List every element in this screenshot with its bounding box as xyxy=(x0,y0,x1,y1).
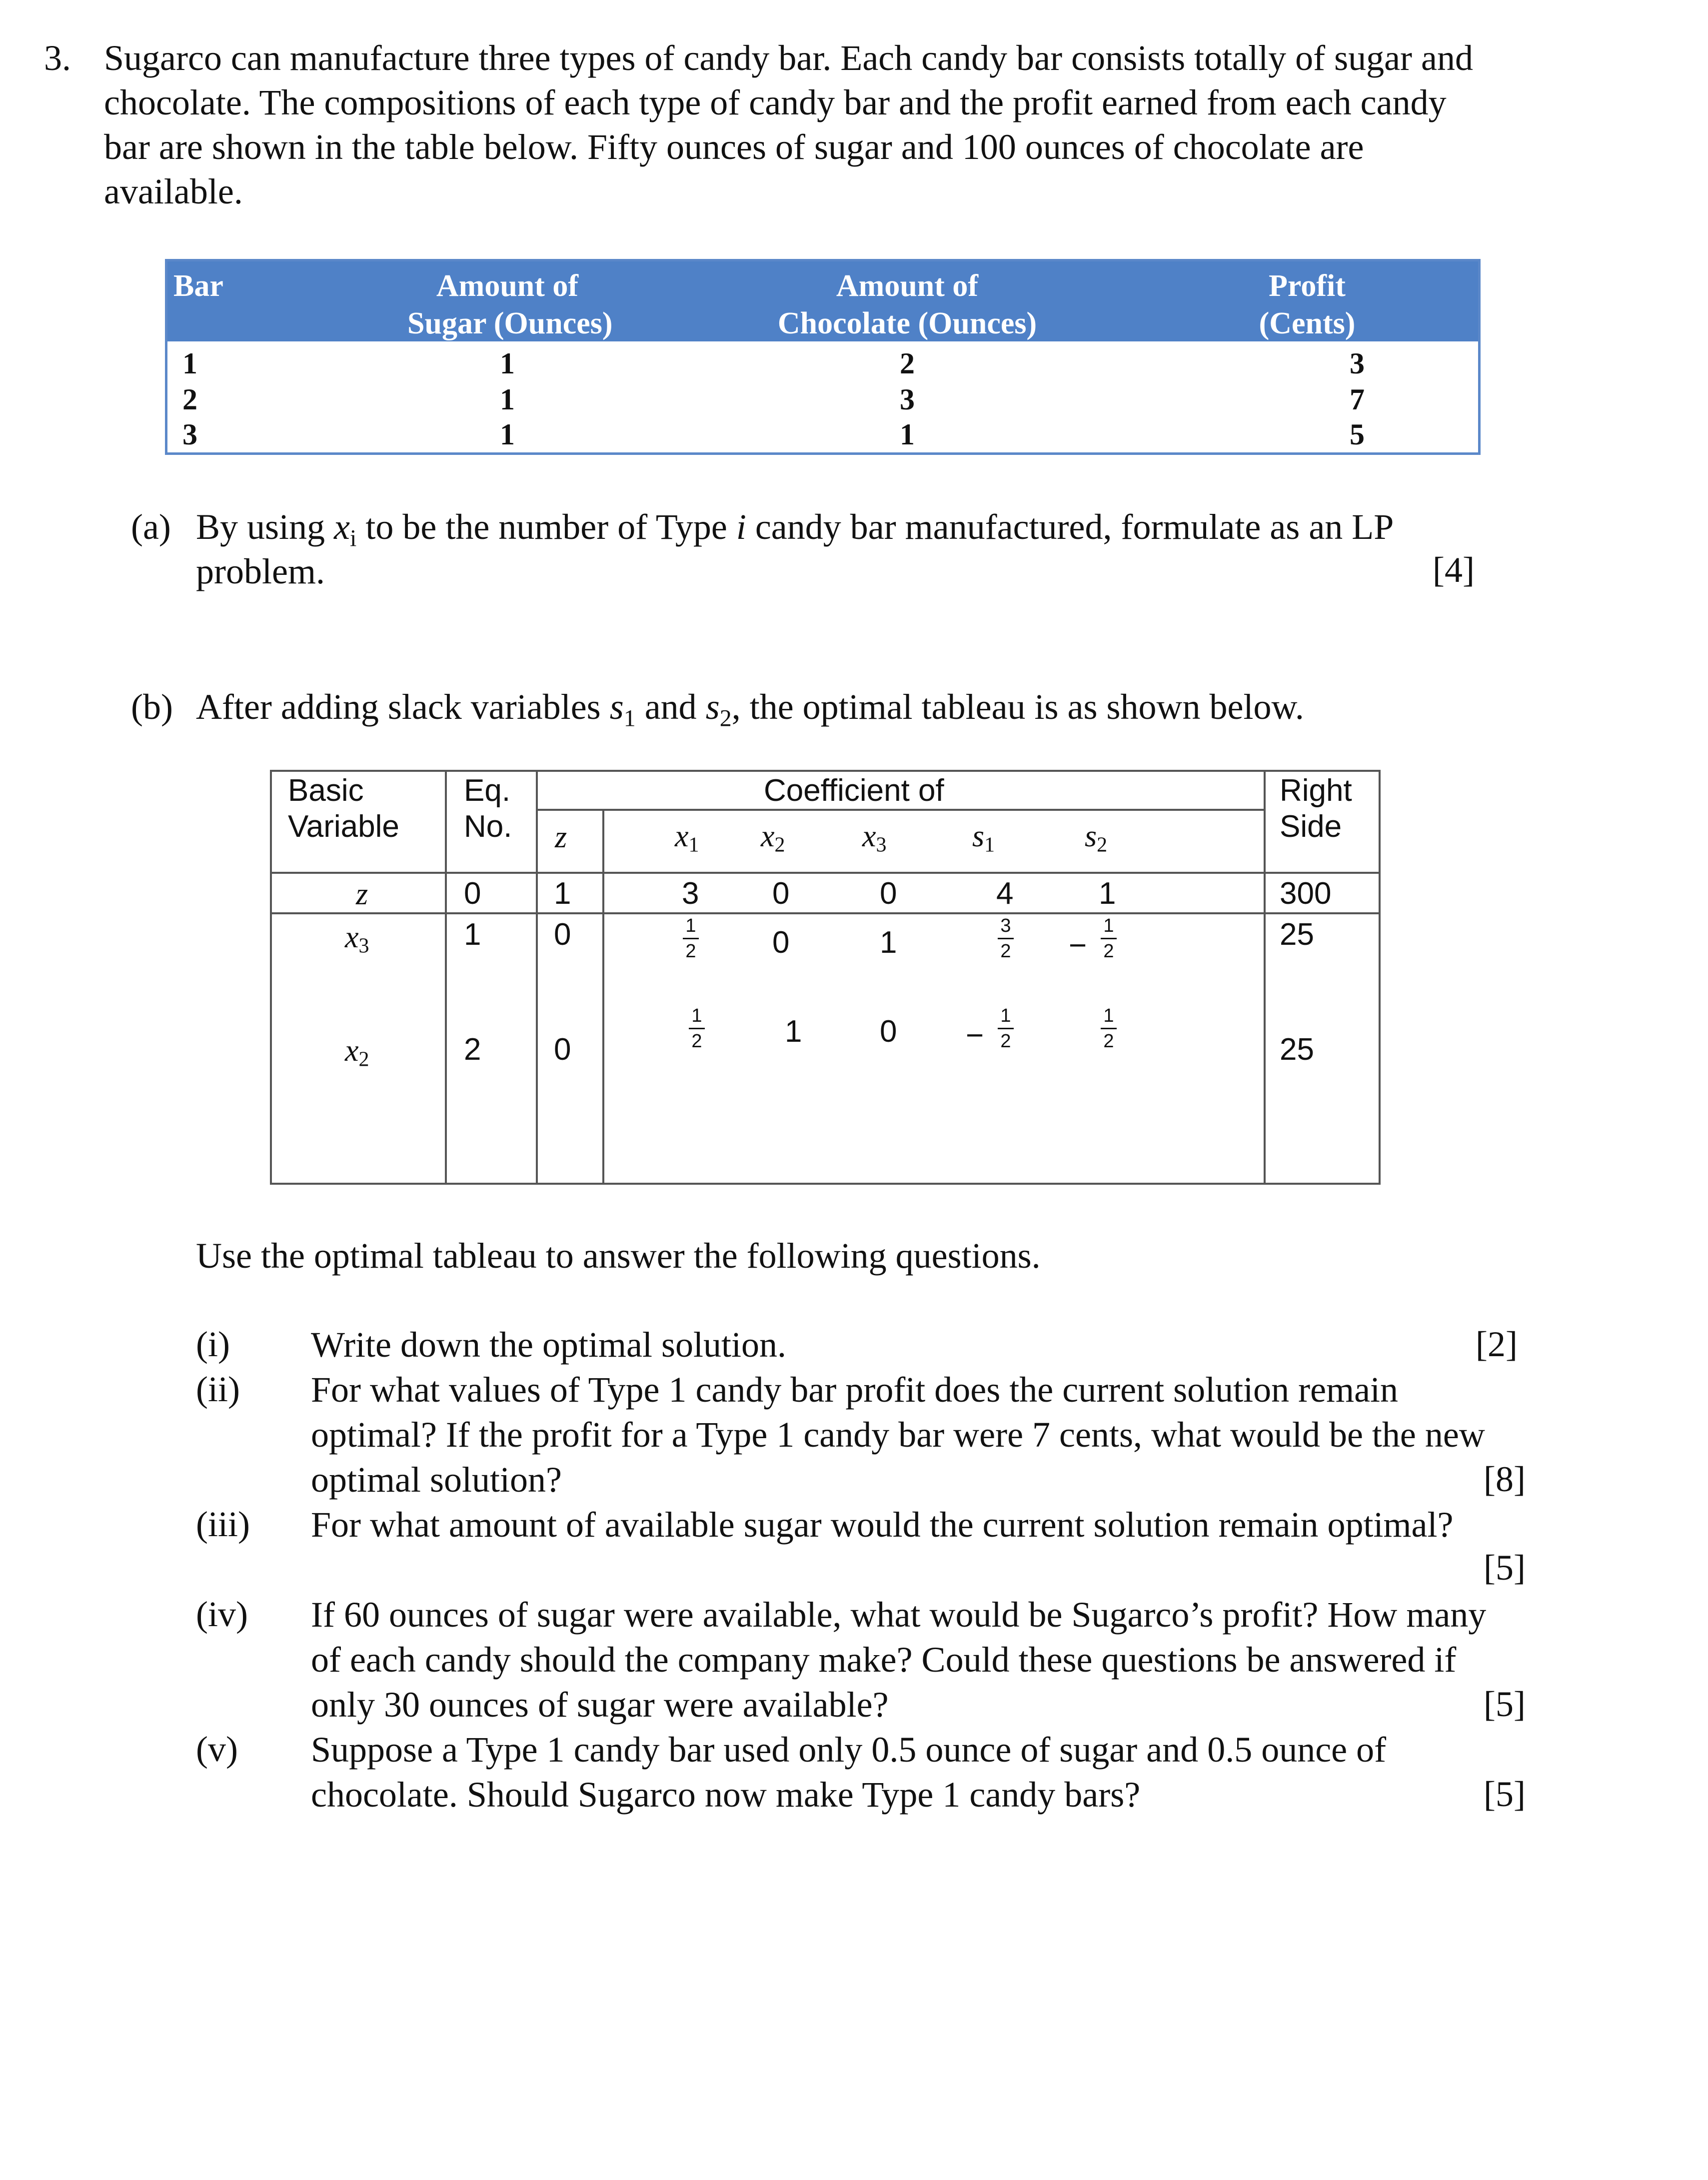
subquestion-line: optimal solution? xyxy=(311,1460,562,1500)
cell-s1-fraction xyxy=(966,1005,1021,1053)
header-eq-line1: Eq. xyxy=(464,773,511,808)
header-right-line1: Right xyxy=(1280,773,1352,808)
header-sugar-line2: Sugar (Ounces) xyxy=(407,306,613,340)
cell-profit: 7 xyxy=(1350,383,1365,416)
tableau-divider xyxy=(602,809,604,1185)
cell-z: 1 xyxy=(554,876,571,911)
header-right-line2: Side xyxy=(1280,809,1342,844)
var-subscript: 1 xyxy=(688,833,699,857)
tableau-divider xyxy=(270,912,1381,914)
var-subscript: 2 xyxy=(774,833,785,857)
part-a-line2: problem. xyxy=(196,551,325,591)
subquestion-number: (ii) xyxy=(196,1369,240,1409)
part-a-label: (a) xyxy=(131,507,171,547)
intro-line: chocolate. The compositions of each type of candy bar and the profit earned from each candy xyxy=(104,82,1447,122)
cell-eq: 2 xyxy=(464,1032,481,1067)
cell-s1: 4 xyxy=(996,876,1014,911)
cell-bar: 3 xyxy=(182,418,197,451)
cell-s1-fraction xyxy=(991,916,1021,961)
intro-line: available. xyxy=(104,171,243,211)
subquestion-marks: [8] xyxy=(1484,1459,1526,1499)
cell-eq: 1 xyxy=(464,917,481,952)
type-variable: i xyxy=(736,507,746,547)
cell-chocolate: 3 xyxy=(900,383,915,416)
header-basic-line2: Variable xyxy=(288,809,399,844)
variable-s2 xyxy=(705,687,732,732)
part-b-label: (b) xyxy=(131,687,173,727)
var-letter: s xyxy=(1085,819,1097,853)
var-letter: x xyxy=(334,507,350,547)
composition-table xyxy=(165,259,1481,455)
col-header-s1 xyxy=(972,819,995,857)
subquestion-marks: [5] xyxy=(1484,1548,1526,1588)
simplex-tableau xyxy=(270,770,1381,1185)
subquestion-line: Suppose a Type 1 candy bar used only 0.5 ounce of sugar and 0.5 ounce of xyxy=(311,1730,1387,1770)
subquestion-marks: [5] xyxy=(1484,1684,1526,1724)
fraction-bar xyxy=(683,938,699,939)
fraction-bar xyxy=(998,1028,1014,1029)
var-letter: s xyxy=(972,819,985,853)
cell-bar: 1 xyxy=(182,347,197,380)
fraction-denominator: 2 xyxy=(685,941,696,962)
cell-x3: 0 xyxy=(880,1014,897,1049)
header-eq-line2: No. xyxy=(464,809,512,844)
subquestion-line: For what amount of available sugar would the current solution remain optimal? xyxy=(311,1505,1454,1545)
fraction-sign: − xyxy=(966,1018,984,1053)
tableau-border-bottom xyxy=(270,1183,1381,1185)
header-chocolate-line2: Chocolate (Ounces) xyxy=(777,306,1037,340)
subquestion-line: optimal? If the profit for a Type 1 candy bar were 7 cents, what would be the new xyxy=(311,1415,1485,1455)
var-subscript: 2 xyxy=(719,705,732,732)
variable-s1 xyxy=(609,687,636,732)
var-subscript: 3 xyxy=(876,833,887,857)
variable-x-i xyxy=(334,507,357,552)
cell-z: 0 xyxy=(554,917,571,952)
cell-z: 0 xyxy=(554,1032,571,1067)
header-bar: Bar xyxy=(173,269,223,303)
fraction-bar xyxy=(1101,938,1117,939)
part-b-text xyxy=(196,685,1304,740)
cell-s2-fraction xyxy=(1069,915,1124,963)
cell-basic xyxy=(345,1033,369,1072)
cell-profit: 3 xyxy=(1350,347,1365,380)
part-a-text: By using xyxy=(196,507,334,547)
col-header-x1 xyxy=(675,819,699,857)
cell-basic xyxy=(345,920,369,958)
cell-s2-fraction xyxy=(1094,1006,1124,1051)
tableau-divider xyxy=(536,809,1265,811)
tableau-border-left xyxy=(270,770,272,1185)
cell-rhs: 300 xyxy=(1280,876,1332,911)
cell-s2: 1 xyxy=(1099,876,1116,911)
var-letter: x xyxy=(761,819,775,853)
part-b-text-pre: After adding slack variables xyxy=(196,687,610,727)
question-number: 3. xyxy=(44,38,71,78)
tableau-divider xyxy=(270,872,1381,874)
fraction-numerator: 1 xyxy=(691,1005,702,1026)
part-b-text-mid: and xyxy=(635,687,706,727)
var-letter: x xyxy=(345,1034,359,1068)
fraction-bar xyxy=(1101,1028,1117,1029)
subquestion-marks: [2] xyxy=(1476,1324,1518,1364)
cell-rhs: 25 xyxy=(1280,1032,1314,1067)
var-subscript: 1 xyxy=(623,705,636,732)
cell-x2: 0 xyxy=(772,876,790,911)
fraction-numerator: 1 xyxy=(1103,915,1114,936)
subquestion-line: If 60 ounces of sugar were available, what would be Sugarco’s profit? How many xyxy=(311,1595,1487,1635)
var-subscript: 2 xyxy=(358,1048,369,1071)
col-header-x2 xyxy=(761,819,785,857)
fraction-denominator: 2 xyxy=(1000,941,1011,962)
part-a-text: candy bar manufactured, formulate as an LP xyxy=(746,507,1394,547)
var-letter: x xyxy=(862,819,876,853)
subquestion-line: of each candy should the company make? Could these questions be answered if xyxy=(311,1640,1457,1680)
intro-line: Sugarco can manufacture three types of candy bar. Each candy bar consists totally of sugar and xyxy=(104,38,1473,78)
fraction-denominator: 2 xyxy=(1103,941,1114,962)
var-letter: s xyxy=(705,687,720,727)
header-basic-line1: Basic xyxy=(288,773,364,808)
cell-x1-fraction xyxy=(676,916,706,961)
tableau-divider xyxy=(536,770,538,1185)
header-sugar-line1: Amount of xyxy=(436,269,579,303)
fraction-bar xyxy=(998,938,1014,939)
fraction-numerator: 3 xyxy=(1000,915,1011,936)
cell-x1-fraction xyxy=(682,1006,712,1051)
cell-bar: 2 xyxy=(182,383,197,416)
col-header-s2 xyxy=(1085,819,1107,857)
cell-profit: 5 xyxy=(1350,418,1365,451)
cell-sugar: 1 xyxy=(500,418,515,451)
header-chocolate-line1: Amount of xyxy=(836,269,979,303)
col-header-x3 xyxy=(862,819,887,857)
fraction-denominator: 2 xyxy=(1000,1031,1011,1052)
tableau-border-top xyxy=(270,770,1381,772)
tableau-divider xyxy=(445,770,447,1185)
header-coefficient: Coefficient of xyxy=(764,773,944,808)
cell-basic: z xyxy=(356,877,368,911)
cell-x2: 0 xyxy=(772,925,790,960)
fraction-denominator: 2 xyxy=(691,1031,702,1052)
part-a-text: to be the number of Type xyxy=(356,507,736,547)
header-profit-line1: Profit xyxy=(1269,269,1346,303)
cell-chocolate: 1 xyxy=(900,418,915,451)
cell-x3: 0 xyxy=(880,876,897,911)
var-subscript: i xyxy=(350,525,357,552)
subquestion-line: only 30 ounces of sugar were available? xyxy=(311,1685,889,1725)
subquestion-number: (i) xyxy=(196,1324,230,1364)
subquestion-line: chocolate. Should Sugarco now make Type 1 candy bars? xyxy=(311,1775,1141,1815)
cell-x2: 1 xyxy=(785,1014,802,1049)
tableau-border-right xyxy=(1379,770,1381,1185)
cell-x3: 1 xyxy=(880,925,897,960)
part-b-text-post: , the optimal tableau is as shown below. xyxy=(731,687,1304,727)
part-a-marks: [4] xyxy=(1433,550,1475,590)
subquestion-number: (iv) xyxy=(196,1594,248,1634)
instruction: Use the optimal tableau to answer the following questions. xyxy=(196,1236,1041,1276)
fraction-numerator: 1 xyxy=(1103,1005,1114,1026)
col-header-z: z xyxy=(555,820,567,854)
fraction-bar xyxy=(689,1028,705,1029)
var-subscript: 2 xyxy=(1097,833,1108,857)
subquestion-marks: [5] xyxy=(1484,1774,1526,1814)
fraction-sign: − xyxy=(1069,928,1087,963)
subquestion-number: (v) xyxy=(196,1729,238,1769)
subquestion-line: For what values of Type 1 candy bar profit does the current solution remain xyxy=(311,1370,1399,1410)
var-subscript: 3 xyxy=(358,934,369,958)
var-letter: x xyxy=(345,920,359,954)
subquestion-line: Write down the optimal solution. xyxy=(311,1325,786,1365)
cell-eq: 0 xyxy=(464,876,481,911)
subquestion-number: (iii) xyxy=(196,1504,250,1544)
var-letter: s xyxy=(609,687,624,727)
fraction-numerator: 1 xyxy=(685,915,696,936)
question-intro xyxy=(104,36,1679,214)
cell-chocolate: 2 xyxy=(900,347,915,380)
intro-line: bar are shown in the table below. Fifty ounces of sugar and 100 ounces of chocolate are xyxy=(104,127,1364,167)
cell-sugar: 1 xyxy=(500,347,515,380)
cell-sugar: 1 xyxy=(500,383,515,416)
fraction-numerator: 1 xyxy=(1000,1005,1011,1026)
fraction-denominator: 2 xyxy=(1103,1031,1114,1052)
cell-x1: 3 xyxy=(682,876,699,911)
var-letter: x xyxy=(675,819,689,853)
part-a-line1 xyxy=(196,505,1394,560)
table-header xyxy=(167,261,1478,341)
var-subscript: 1 xyxy=(984,833,995,857)
header-profit-line2: (Cents) xyxy=(1259,306,1356,340)
tableau-divider xyxy=(1264,770,1266,1185)
cell-rhs: 25 xyxy=(1280,917,1314,952)
